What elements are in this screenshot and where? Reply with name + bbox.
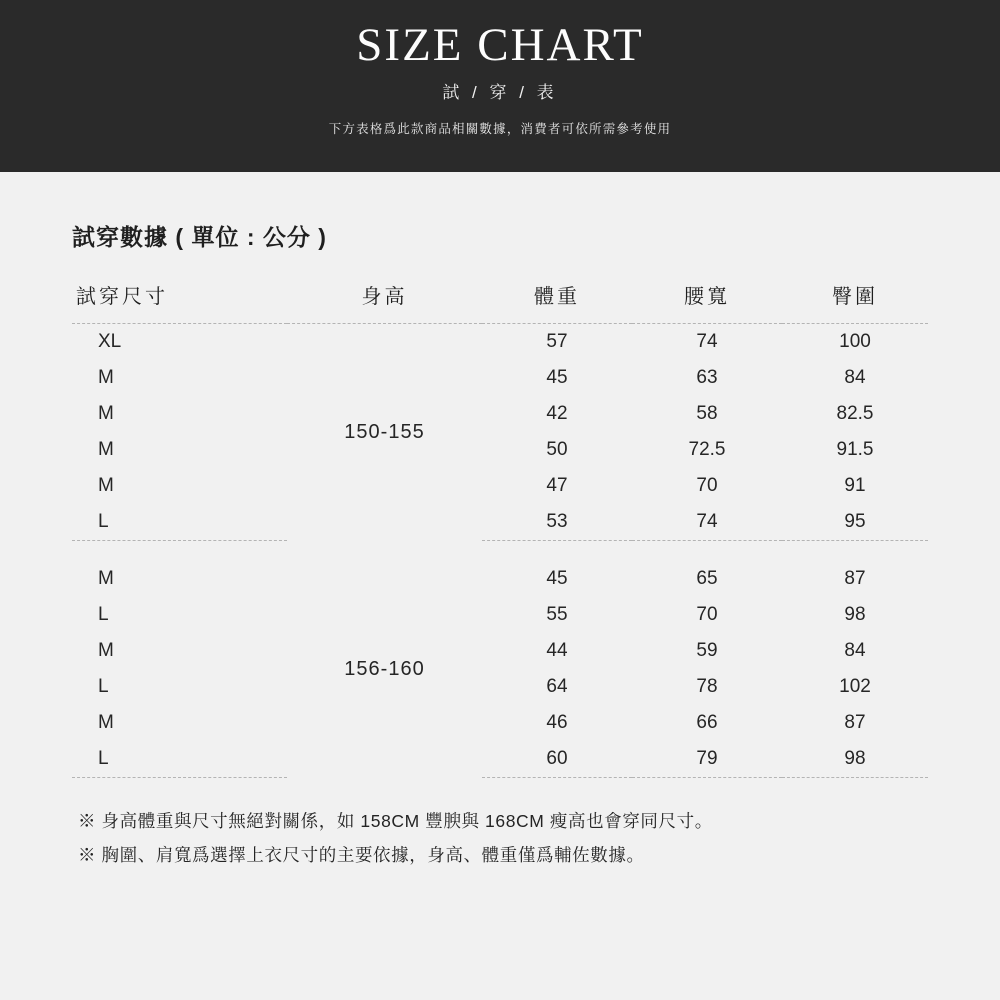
table-row [72, 432, 928, 468]
cell-weight: 57 [546, 331, 568, 352]
cell-weight: 50 [546, 439, 568, 460]
cell-waist: 74 [696, 331, 718, 352]
cell-hip: 100 [839, 331, 871, 352]
table-row [72, 396, 928, 432]
table-group-1 [72, 324, 928, 541]
cell-weight: 44 [546, 640, 568, 661]
cell-size: M [98, 367, 114, 388]
cell-waist: 70 [696, 604, 718, 625]
cell-waist: 79 [632, 741, 782, 778]
column-header-waist: 腰寬 [684, 286, 730, 308]
cell-height-group: 150-155 [344, 420, 425, 443]
cell-size: M [98, 640, 114, 661]
section-title: 試穿數據 ( 單位 : 公分 ) [72, 224, 327, 250]
cell-size: XL [98, 331, 122, 352]
column-header-hip: 臀圍 [832, 286, 878, 308]
cell-hip: 98 [844, 604, 866, 625]
cell-weight: 46 [546, 712, 568, 733]
cell-weight: 45 [546, 568, 568, 589]
table-row [72, 669, 928, 705]
table-row [72, 705, 928, 741]
table-group-divider [72, 541, 928, 562]
column-header-size: 試穿尺寸 [76, 286, 168, 308]
cell-size: M [98, 439, 114, 460]
cell-hip: 87 [844, 568, 866, 589]
cell-weight: 55 [546, 604, 568, 625]
cell-hip: 82.5 [836, 403, 874, 424]
table-header-row [72, 276, 928, 324]
cell-hip: 84 [844, 640, 866, 661]
table-row [72, 468, 928, 504]
footnote-1: ※ 身高體重與尺寸無絕對關係，如 158CM 豐腴與 168CM 瘦高也會穿同尺寸。 [78, 811, 713, 831]
cell-hip: 95 [782, 504, 928, 541]
table-group-2 [72, 561, 928, 778]
cell-height-group: 156-160 [344, 657, 425, 680]
table-row [72, 324, 928, 361]
cell-hip: 102 [839, 676, 871, 697]
cell-waist: 65 [696, 568, 718, 589]
cell-waist: 72.5 [688, 439, 726, 460]
cell-waist: 66 [696, 712, 718, 733]
cell-weight: 45 [546, 367, 568, 388]
cell-size: L [72, 504, 287, 541]
cell-waist: 63 [696, 367, 718, 388]
cell-weight: 60 [482, 741, 632, 778]
table-row [72, 741, 928, 778]
footnote-2: ※ 胸圍、肩寬爲選擇上衣尺寸的主要依據，身高、體重僅爲輔佐數據。 [78, 845, 645, 866]
cell-waist: 78 [696, 676, 718, 697]
table-row [72, 561, 928, 597]
cell-weight: 42 [546, 403, 568, 424]
cell-size: L [72, 741, 287, 778]
footnotes [72, 804, 928, 872]
table-row [72, 633, 928, 669]
size-table [72, 276, 928, 778]
column-header-weight: 體重 [534, 286, 580, 308]
page-subtitle: 試 / 穿 / 表 [442, 83, 558, 103]
table-row [72, 597, 928, 633]
cell-weight: 53 [482, 504, 632, 541]
cell-waist: 59 [696, 640, 718, 661]
cell-hip: 91 [844, 475, 866, 496]
cell-hip: 87 [844, 712, 866, 733]
cell-weight: 64 [546, 676, 568, 697]
cell-waist: 70 [696, 475, 718, 496]
column-header-height: 身高 [361, 286, 408, 308]
table-header [72, 276, 928, 324]
cell-weight: 47 [546, 475, 568, 496]
page-title: SIZE CHART [356, 19, 644, 71]
cell-size: M [98, 475, 114, 496]
header-banner [0, 0, 1000, 172]
cell-waist: 58 [696, 403, 718, 424]
cell-size: M [98, 712, 114, 733]
cell-waist: 74 [632, 504, 782, 541]
content-area [0, 219, 1000, 872]
cell-size: L [98, 676, 109, 697]
cell-hip: 84 [844, 367, 866, 388]
cell-hip: 91.5 [836, 439, 874, 460]
cell-size: M [98, 568, 114, 589]
cell-hip: 98 [782, 741, 928, 778]
cell-size: M [98, 403, 114, 424]
cell-size: L [98, 604, 109, 625]
table-row [72, 360, 928, 396]
table-row [72, 504, 928, 541]
header-note: 下方表格爲此款商品相關數據，消費者可依所需參考使用 [328, 122, 672, 137]
